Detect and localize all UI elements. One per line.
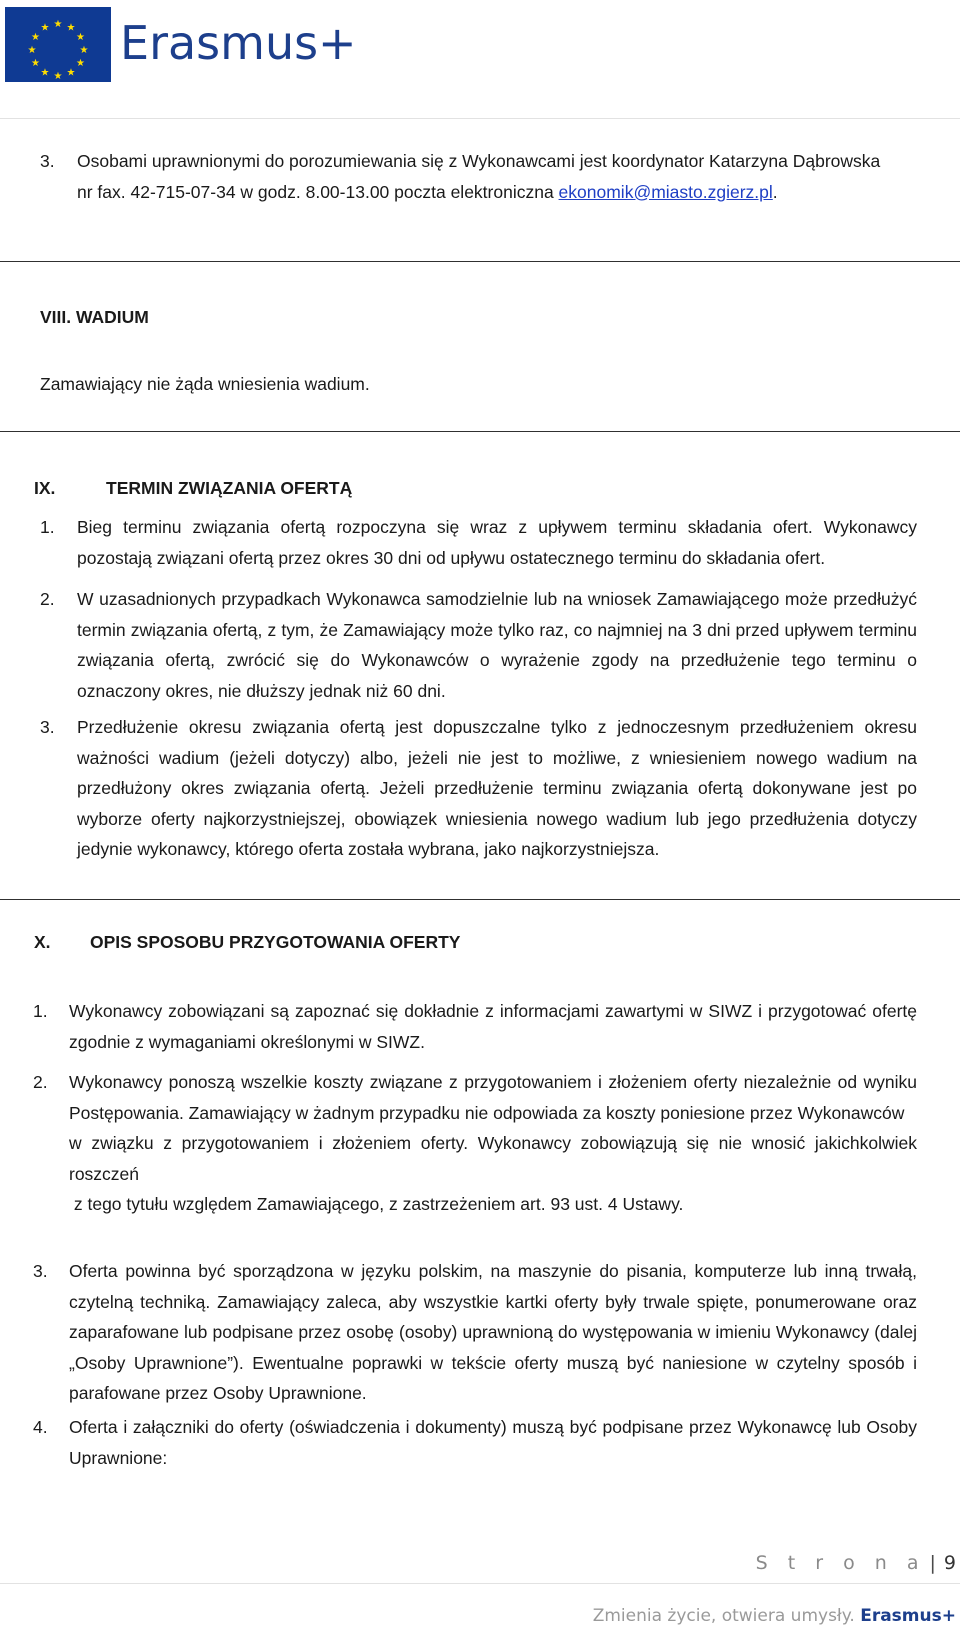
eu-flag-logo [5,7,111,82]
svg-text:★: ★ [31,58,40,69]
list-item-part: w związku z przygotowaniem i złożeniem oferty. Wykonawcy zobowiązują się nie wnosić jakichkolwiek roszczeń [69,1133,917,1184]
erasmus-logo-text: Erasmus+ [120,16,357,70]
list-item-number: 3. [40,717,55,737]
section-divider [0,899,960,900]
svg-text:★: ★ [66,22,76,34]
list-item-text: Bieg terminu związania ofertą rozpoczyna się wraz z upływem terminu składania ofert. Wykonawcy pozostają związani ofertą przez okres 30 dni od upływu ostatecznego terminu do składania ofert. [77,517,917,568]
svg-text:★: ★ [76,58,85,69]
list-item-text: Oferta powinna być sporządzona w języku polskim, na maszynie do pisania, komputerze lub inną trwałą, czytelną techniką. Zamawiający zaleca, aby wszystkie kartki oferty były trwale spięte, ponumerowane oraz zaparafowane lub podpisane przez osobę (osoby) uprawnioną do występowania w imieniu Wykonawcy (dalej „Osoby Uprawnione”). Ewentualne poprawki w tekście oferty muszą być naniesione w czytelny sposób i parafowane przez Osoby Uprawnione. [69,1261,917,1403]
section-heading-termin: TERMIN ZWIĄZANIA OFERTĄ [106,478,353,498]
contact-item-number: 3. [40,151,55,171]
svg-text:★: ★ [66,67,76,79]
section-number-x: X. [34,932,51,952]
list-item-text: Oferta i załączniki do oferty (oświadczenia i dokumenty) muszą być podpisane przez Wykonawcę lub Osoby Uprawnione: [69,1417,917,1468]
list-item-number: 3. [33,1261,48,1281]
footer-divider [0,1583,960,1584]
svg-text:★: ★ [53,19,63,30]
list-item-part: z tego tytułu względem Zamawiającego, z zastrzeżeniem art. 93 ust. 4 Ustawy. [69,1194,684,1214]
footer-tagline [593,1606,956,1626]
page-number-footer [756,1552,956,1574]
page-label: S t r o n a [755,1552,926,1574]
list-item-number: 4. [33,1417,48,1437]
contact-line-2 [77,177,922,208]
tagline-text: Zmienia życie, otwiera umysły. [592,1606,855,1626]
page-separator: | [929,1552,936,1574]
svg-text:★: ★ [31,32,40,43]
section-heading-wadium: VIII. WADIUM [40,307,149,327]
header-divider [0,118,960,119]
section-divider [0,431,960,432]
contact-line-2-text: nr fax. 42-715-07-34 w godz. 8.00-13.00 poczta elektroniczna [77,181,559,202]
list-item-number: 2. [40,589,55,609]
section-divider [0,261,960,262]
list-item-part: Wykonawcy ponoszą wszelkie koszty związane z przygotowaniem i złożeniem oferty niezależnie od wyniku Postępowania. Zamawiający w żadnym przypadku nie odpowiada za koszty poniesione przez Wykonawców [69,1072,917,1123]
list-item-text [69,1067,917,1220]
list-item-text: Przedłużenie okresu związania ofertą jest dopuszczalne tylko z jednoczesnym przedłużeniem okresu ważności wadium (jeżeli dotyczy) albo, jeżeli nie jest to możliwe, z wniesieniem nowego wadium na przedłużony okres związania ofertą. Jeżeli przedłużenie terminu związania ofertą dokonywane jest po wyborze oferty najkorzystniejszej, obowiązek wniesienia nowego wadium lub jego przedłużenia dotyczy jedynie wykonawcy, którego oferta została wybrana, jako najkorzystniejsza. [77,717,917,859]
svg-text:★: ★ [76,32,85,43]
page-number: 9 [943,1552,956,1574]
list-item-text: Wykonawcy zobowiązani są zapoznać się dokładnie z informacjami zawartymi w SIWZ i przygotować ofertę zgodnie z wymaganiami określonymi w SIWZ. [69,1001,917,1052]
list-item-number: 1. [33,1001,48,1021]
section-number-ix: IX. [34,478,56,498]
tagline-brand: Erasmus+ [860,1606,956,1626]
contact-line-2-end: . [772,181,778,202]
section-heading-opis: OPIS SPOSOBU PRZYGOTOWANIA OFERTY [90,932,461,952]
svg-text:★: ★ [27,45,37,56]
contact-line-1: Osobami uprawnionymi do porozumiewania się z Wykonawcami jest koordynator Katarzyna Dąbrowska [77,151,881,171]
svg-text:★: ★ [53,71,63,82]
list-item-number: 1. [40,517,55,537]
list-item-number: 2. [33,1072,48,1092]
eu-stars-icon [5,7,111,82]
contact-item-text [77,146,922,207]
list-item-text: W uzasadnionych przypadkach Wykonawca samodzielnie lub na wniosek Zamawiającego może przedłużyć termin związania ofertą, z tym, że Zamawiający może tylko raz, co najmniej na 3 dni przed upływem terminu związania ofertą, zwrócić się do Wykonawców o wyrażenie zgody na przedłużenie tego terminu o oznaczony okres, nie dłuższy jednak niż 60 dni. [77,589,917,701]
svg-text:★: ★ [40,67,50,79]
wadium-text: Zamawiający nie żąda wniesienia wadium. [40,374,370,394]
svg-text:★: ★ [79,45,89,56]
svg-text:★: ★ [40,22,50,34]
email-link[interactable]: ekonomik@miasto.zgierz.pl [558,181,773,202]
